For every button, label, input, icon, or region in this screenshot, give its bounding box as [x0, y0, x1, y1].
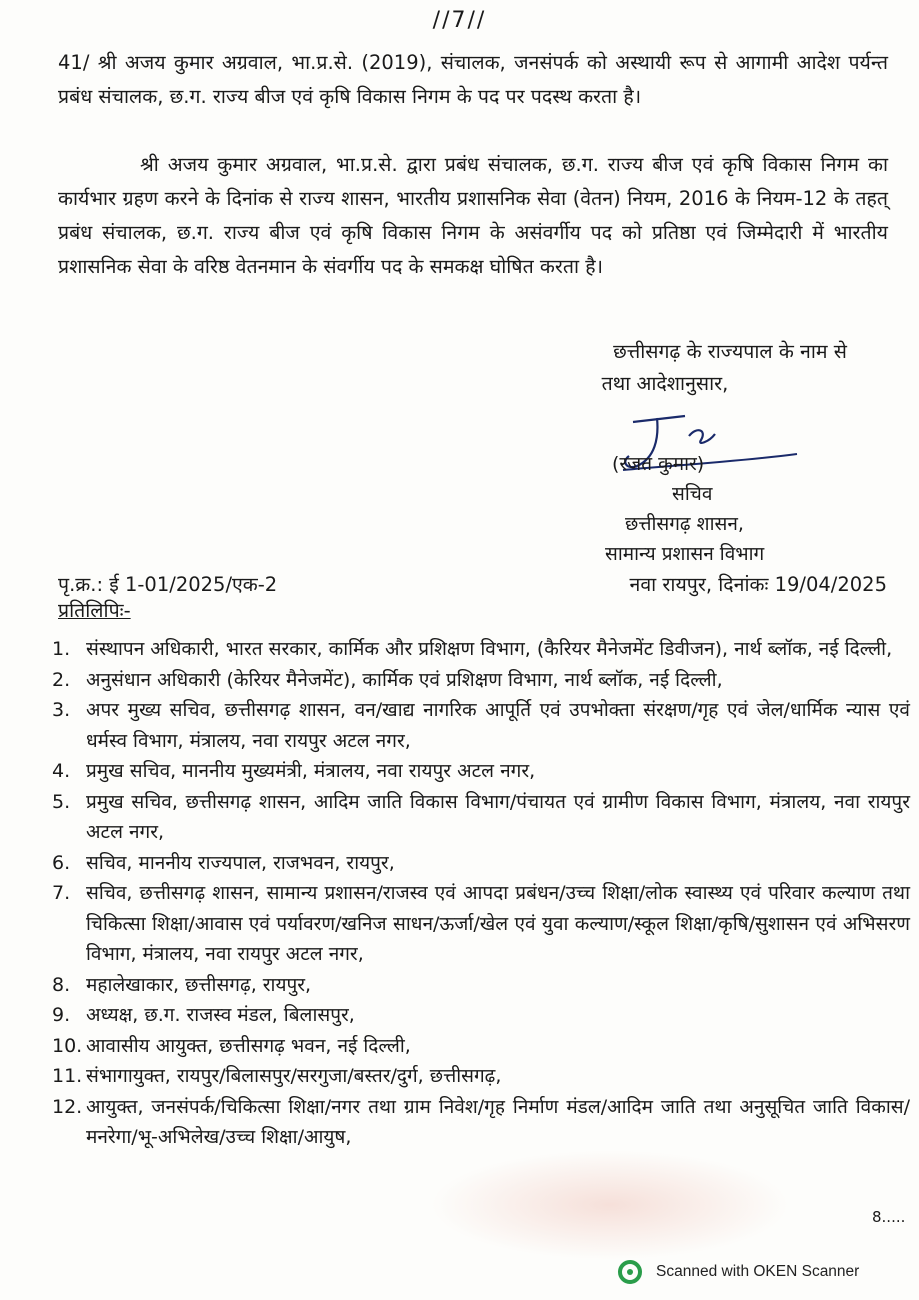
copy-to-heading: प्रतिलिपिः-	[58, 599, 131, 622]
item-number: 1.	[52, 638, 71, 660]
list-item	[52, 665, 910, 696]
item-text: महालेखाकार, छत्तीसगढ़, रायपुर,	[86, 973, 312, 996]
scanner-watermark	[618, 1260, 859, 1284]
item-text: प्रमुख सचिव, माननीय मुख्यमंत्री, मंत्रालय, नवा रायपुर अटल नगर,	[86, 760, 536, 782]
item-text: अध्यक्ष, छ.ग. राजस्व मंडल, बिलासपुर,	[86, 1004, 355, 1026]
list-item	[52, 1061, 910, 1092]
list-item	[52, 970, 910, 1001]
continuation-mark: 8.....	[872, 1208, 906, 1226]
oken-scanner-logo-icon	[618, 1260, 642, 1284]
list-item	[52, 787, 910, 848]
item-text: संस्थापन अधिकारी, भारत सरकार, कार्मिक और प्रशिक्षण विभाग, (कैरियर मैनेजमेंट डिवीजन), नार्थ ब्लॉक, नई दिल्ली,	[86, 638, 893, 660]
item-number: 9.	[52, 1004, 71, 1026]
item-number: 10.	[52, 1034, 83, 1057]
reference-number: पृ.क्र.: ई 1-01/2025/एक-2	[58, 573, 278, 596]
item-number: 7.	[52, 882, 71, 904]
department-line-1: छत्तीसगढ़ शासन,	[625, 513, 744, 535]
list-item	[52, 848, 910, 879]
signature-authority	[520, 336, 900, 400]
item-text: अनुसंधान अधिकारी (केरियर मैनेजमेंट), कार्मिक एवं प्रशिक्षण विभाग, नार्थ ब्लॉक, नई दिल्ली,	[86, 668, 723, 691]
order-paragraph-1: 41/ श्री अजय कुमार अग्रवाल, भा.प्र.से. (2019), संचालक, जनसंपर्क को अस्थायी रूप से आगामी आदेश पर्यन्त प्रबंध संचालक, छ.ग. राज्य बीज एवं कृषि विकास निगम के पद पर पदस्थ करता है।	[58, 51, 888, 108]
paper-stain	[430, 1150, 790, 1260]
authority-line-1: छत्तीसगढ़ के राज्यपाल के नाम से	[613, 340, 847, 363]
item-number: 3.	[52, 699, 71, 721]
authority-line-2: तथा आदेशानुसार,	[601, 372, 729, 395]
list-item	[52, 634, 910, 665]
copy-to-list	[52, 634, 910, 1153]
item-text: आवासीय आयुक्त, छत्तीसगढ़ भवन, नई दिल्ली,	[86, 1034, 411, 1057]
item-number: 5.	[52, 790, 71, 813]
item-number: 6.	[52, 851, 71, 874]
signer-designation: सचिव	[672, 483, 713, 505]
list-item	[52, 1031, 910, 1062]
item-text: सचिव, छत्तीसगढ़ शासन, सामान्य प्रशासन/राजस्व एवं आपदा प्रबंधन/उच्च शिक्षा/लोक स्वास्थ्य एवं परिवार कल्याण तथा चिकित्सा शिक्षा/आवास एवं पर्यावरण/खनिज साधन/ऊर्जा/खेल एवं युवा कल्याण/स्कूल शिक्षा/कृषि/सुशासन एवं अभिसरण विभाग, मंत्रालय, नवा रायपुर अटल नगर,	[86, 882, 910, 965]
scanner-text: Scanned with OKEN Scanner	[656, 1263, 860, 1280]
item-text: अपर मुख्य सचिव, छत्तीसगढ़ शासन, वन/खाद्य नागरिक आपूर्ति एवं उपभोक्ता संरक्षण/गृह एवं जेल/धार्मिक न्यास एवं धर्मस्व विभाग, मंत्रालय, नवा रायपुर अटल नगर,	[86, 699, 910, 752]
item-number: 11.	[52, 1065, 83, 1087]
place-and-date: नवा रायपुर, दिनांकः 19/04/2025	[629, 573, 887, 596]
item-text: संभागायुक्त, रायपुर/बिलासपुर/सरगुजा/बस्तर/दुर्ग, छत्तीसगढ़,	[86, 1065, 502, 1087]
list-item	[52, 1000, 910, 1031]
page-number: //7//	[432, 8, 487, 33]
item-number: 4.	[52, 760, 71, 782]
item-number: 2.	[52, 668, 71, 691]
list-item	[52, 695, 910, 756]
item-text: आयुक्त, जनसंपर्क/चिकित्सा शिक्षा/नगर तथा ग्राम निवेश/गृह निर्माण मंडल/आदिम जाति तथा अनुसूचित जाति विकास/मनरेगा/भू-अभिलेख/उच्च शिक्षा/आयुष,	[86, 1095, 910, 1148]
list-item	[52, 878, 910, 970]
order-paragraph-2: श्री अजय कुमार अग्रवाल, भा.प्र.से. द्वारा प्रबंध संचालक, छ.ग. राज्य बीज एवं कृषि विकास निगम का कार्यभार ग्रहण करने के दिनांक से राज्य शासन, भारतीय प्रशासनिक सेवा (वेतन) नियम, 2016 के नियम-12 के तहत् प्रबंध संचालक, छ.ग. राज्य बीज एवं कृषि विकास निगम के असंवर्गीय पद को प्रतिष्ठा एवं जिम्मेदारी में भारतीय प्रशासनिक सेवा के वरिष्ठ वेतनमान के संवर्गीय पद के समकक्ष घोषित करता है।	[58, 153, 888, 278]
list-item	[52, 1092, 910, 1153]
item-number: 8.	[52, 973, 71, 996]
item-text: प्रमुख सचिव, छत्तीसगढ़ शासन, आदिम जाति विकास विभाग/पंचायत एवं ग्रामीण विकास विभाग, मंत्रालय, नवा रायपुर अटल नगर,	[86, 790, 910, 843]
signer-name: (रजत कुमार)	[612, 453, 705, 475]
item-number: 12.	[52, 1095, 83, 1118]
list-item	[52, 756, 910, 787]
item-text: सचिव, माननीय राज्यपाल, राजभवन, रायपुर,	[86, 851, 395, 874]
department-line-2: सामान्य प्रशासन विभाग	[605, 543, 765, 565]
